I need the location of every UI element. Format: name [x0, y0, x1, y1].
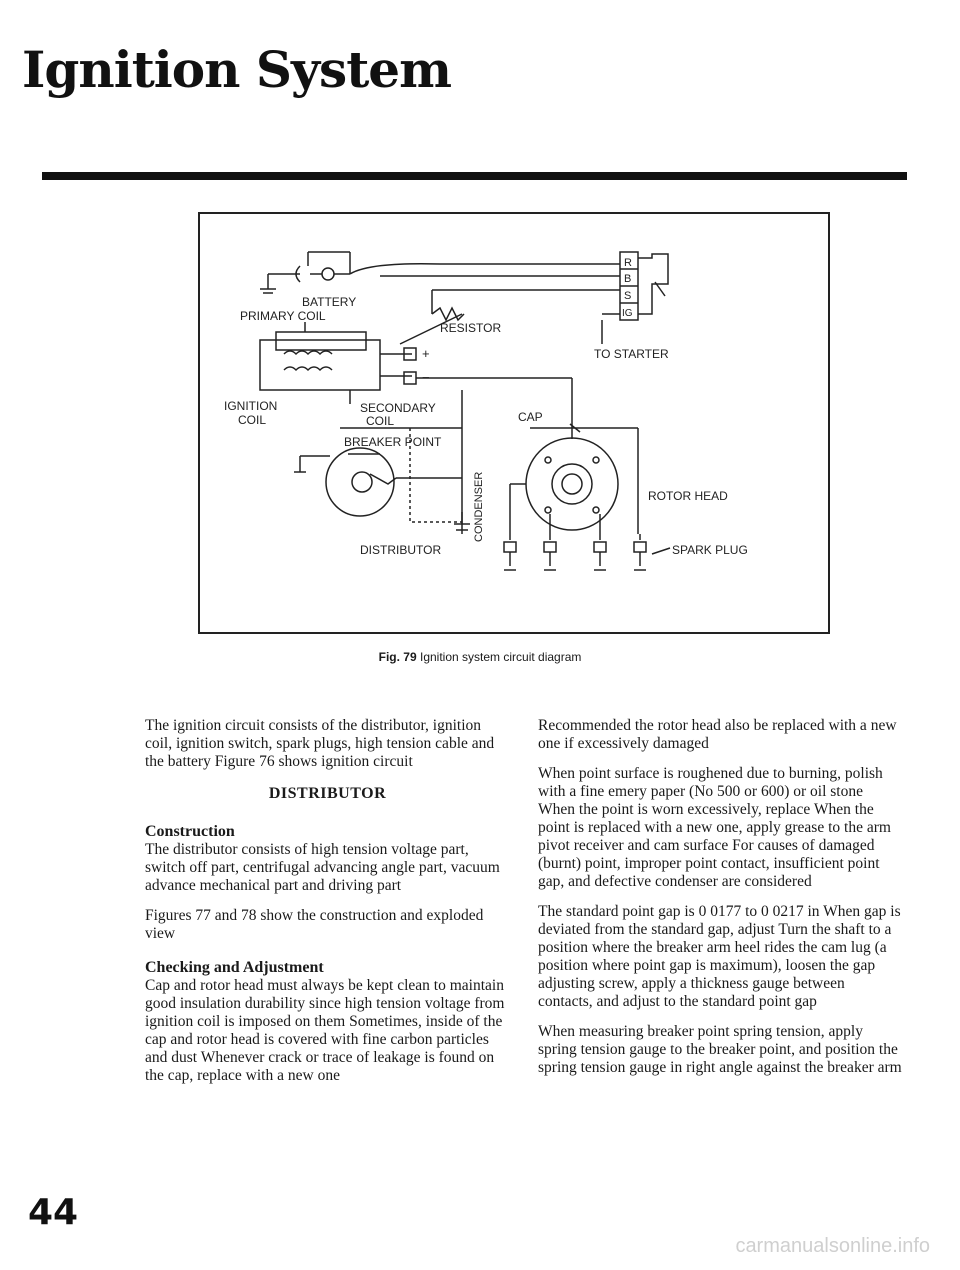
- switch-r-label: R: [624, 257, 632, 269]
- ignition-coil-label-1: IGNITION: [224, 399, 278, 413]
- figure-caption-text: Ignition system circuit diagram: [419, 650, 582, 664]
- page-number: 44: [28, 1192, 79, 1233]
- plus-label: +: [422, 346, 430, 361]
- switch-s-label: S: [624, 290, 632, 302]
- checking-heading: Checking and Adjustment: [145, 959, 324, 976]
- right-paragraph-4: When measuring breaker point spring tension, apply spring tension gauge to the breaker point, and position the spring tension gauge in right angle against the breaker arm: [538, 1023, 902, 1076]
- figure-caption: [0, 650, 960, 664]
- construction-paragraph-2: Figures 77 and 78 show the construction and exploded view: [145, 907, 484, 942]
- figure-frame: [198, 212, 830, 634]
- left-column: [145, 717, 510, 1097]
- section-heading-distributor: DISTRIBUTOR: [268, 785, 387, 802]
- checking-paragraph-1: Cap and rotor head must always be kept clean to maintain good insulation durability since high tension voltage from ignition coil is imposed on them Sometimes, inside of the cap and rotor head is covered with fine carbon particles and dust Whenever crack or trace of leakage is found on the cap, replace with a new one: [145, 977, 505, 1084]
- construction-heading: Construction: [145, 823, 235, 840]
- right-paragraph-1: Recommended the rotor head also be replaced with a new one if excessively damaged: [538, 717, 897, 752]
- ignition-circuit-diagram: [200, 214, 832, 636]
- figure-number: Fig. 79: [378, 650, 417, 664]
- intro-paragraph: The ignition circuit consists of the distributor, ignition coil, ignition switch, spark plugs, high tension cable and the battery Figure 76 shows ignition circuit: [145, 717, 495, 770]
- spark-plug-label: SPARK PLUG: [672, 543, 748, 557]
- construction-paragraph-1: The distributor consists of high tension voltage part, switch off part, centrifugal advancing angle part, vacuum advance mechanical part and driving part: [145, 841, 500, 894]
- switch-b-label: B: [624, 273, 632, 285]
- page-title: Ignition System: [22, 40, 452, 99]
- minus-label: −: [422, 370, 430, 385]
- secondary-coil-label-2: COIL: [366, 414, 395, 428]
- ignition-coil-label-2: COIL: [238, 413, 267, 427]
- distributor-label: DISTRIBUTOR: [360, 543, 442, 557]
- watermark: carmanualsonline.info: [735, 1235, 930, 1257]
- cap-label: CAP: [518, 410, 543, 424]
- resistor-label: RESISTOR: [440, 321, 502, 335]
- right-paragraph-2: When point surface is roughened due to burning, polish with a fine emery paper (No 500 or 600) or oil stone When the point is worn excessively, replace When the point is replaced with a new one, apply grease to the arm pivot receiver and cam surface For causes of damaged (burnt) point, improper point contact, insufficient point gap, and defective condenser are considered: [538, 765, 891, 890]
- secondary-coil-label-1: SECONDARY: [360, 401, 436, 415]
- to-starter-label: TO STARTER: [594, 347, 669, 361]
- primary-coil-label: PRIMARY COIL: [240, 309, 326, 323]
- header-rule: [42, 172, 907, 180]
- right-column: [538, 717, 903, 1089]
- breaker-point-label: BREAKER POINT: [344, 435, 442, 449]
- right-paragraph-3: The standard point gap is 0 0177 to 0 0217 in When gap is deviated from the standard gap, adjust Turn the shaft to a position where the breaker arm heel rides the cam lug (a position where point gap is maximum), loosen the gap adjusting screw, apply a thickness gauge between contacts, and adjust to the standard point gap: [538, 903, 901, 1010]
- rotor-head-label: ROTOR HEAD: [648, 489, 728, 503]
- condenser-label: CONDENSER: [473, 471, 485, 542]
- battery-label: BATTERY: [302, 295, 357, 309]
- switch-ig-label: IG: [622, 308, 633, 319]
